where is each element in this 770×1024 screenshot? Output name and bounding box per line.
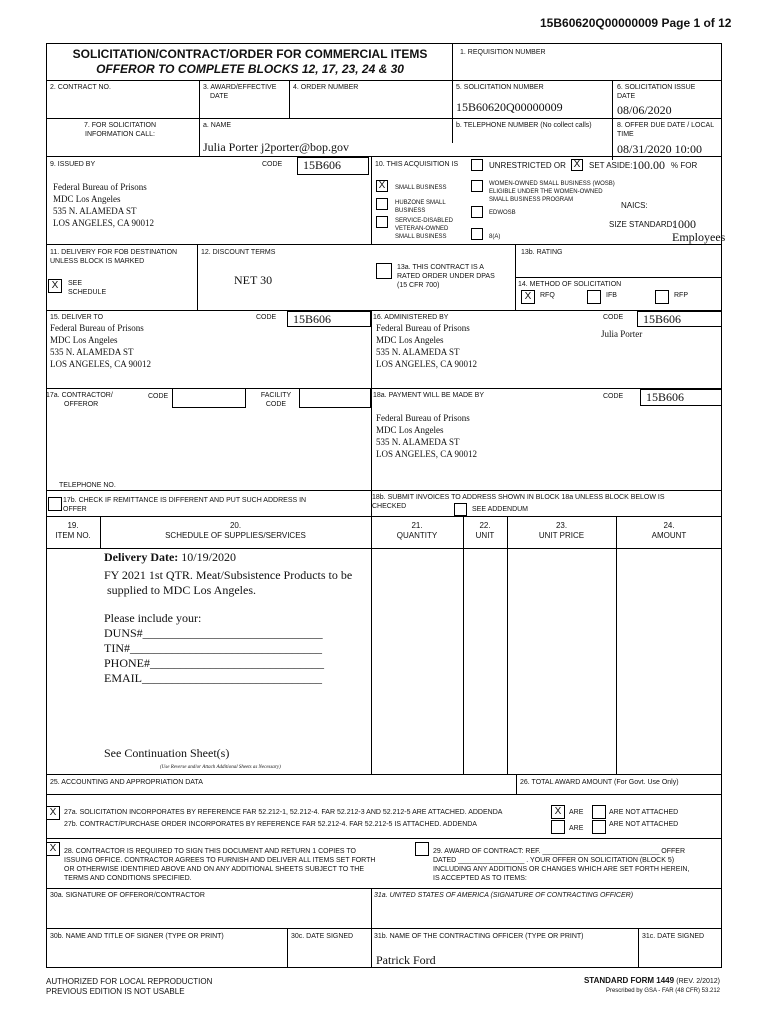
- col24-title: AMOUNT: [651, 531, 687, 540]
- unrestricted-checkbox[interactable]: [471, 159, 483, 171]
- block17b-line1: 17b. CHECK IF REMITTANCE IS DIFFERENT AND PUT SUCH ADDRESS IN: [63, 497, 307, 504]
- block16-contact: Julia Porter: [601, 329, 643, 339]
- block3-label2: DATE: [210, 93, 229, 100]
- hubzone-checkbox[interactable]: [376, 198, 388, 210]
- block8-label1: 8. OFFER DUE DATE / LOCAL: [617, 122, 715, 129]
- duns-line: DUNS#______________________________: [104, 626, 323, 640]
- block9-address-line: MDC Los Angeles: [53, 194, 121, 204]
- block5-value: 15B60620Q00000009: [456, 100, 563, 114]
- block7b-label: b. TELEPHONE NUMBER (No collect calls): [456, 122, 592, 129]
- block31b-label: 31b. NAME OF THE CONTRACTING OFFICER (TYPE OR PRINT): [374, 933, 584, 940]
- wosb-label-line: SMALL BUSINESS PROGRAM: [489, 197, 574, 203]
- addenda-are-not-checkbox[interactable]: [592, 805, 606, 819]
- block18a-address-line: MDC Los Angeles: [376, 425, 444, 435]
- block12-label: 12. DISCOUNT TERMS: [201, 249, 276, 256]
- block15-code: 15B606: [287, 311, 371, 327]
- block18a-code-label: CODE: [603, 393, 624, 400]
- vendor-info-request: [104, 611, 324, 686]
- block6-value: 08/06/2020: [617, 103, 672, 117]
- block15-address-line: 535 N. ALAMEDA ST: [50, 347, 134, 357]
- col-amount-header: [616, 521, 722, 541]
- block17a-code-label: CODE: [148, 393, 169, 400]
- block17b-label: [63, 496, 306, 514]
- page-header: [540, 16, 731, 30]
- eight-a-label: 8(A): [489, 234, 501, 240]
- block28-line: OR OTHERWISE IDENTIFIED ABOVE AND ON ANY ADDITIONAL SHEETS SUBJECT TO THE: [64, 866, 365, 873]
- block10-label: 10. THIS ACQUISITION IS: [375, 161, 459, 168]
- sdvosb-checkbox[interactable]: [376, 216, 388, 228]
- block18a-code: 15B606: [640, 389, 722, 406]
- footer-form-name: STANDARD FORM 1449: [583, 976, 675, 985]
- schedule-description: [104, 568, 352, 598]
- ifb-label: IFB: [606, 292, 617, 299]
- block15-label: 15. DELIVER TO: [50, 314, 104, 321]
- phone-line: PHONE#_____________________________: [104, 656, 325, 670]
- block15-address-line: LOS ANGELES, CA 90012: [50, 359, 152, 369]
- block8-label: [617, 121, 714, 139]
- hubzone-label: [395, 199, 446, 215]
- size-standard-unit: Employees: [672, 230, 726, 244]
- block13a-line: 13a. THIS CONTRACT IS A: [397, 264, 484, 271]
- block11-label2: UNLESS BLOCK IS MARKED: [50, 258, 145, 265]
- col20-number: 20.: [229, 521, 242, 530]
- small-business-checkbox[interactable]: X: [376, 180, 388, 192]
- block15-address-line: Federal Bureau of Prisons: [50, 323, 144, 333]
- set-aside-label: SET ASIDE:: [589, 161, 633, 170]
- block27a-checkbox[interactable]: X: [46, 806, 60, 820]
- wosb-checkbox[interactable]: [471, 180, 483, 192]
- description-line2: supplied to MDC Los Angeles.: [107, 583, 256, 597]
- block1-label: 1. REQUISITION NUMBER: [460, 49, 546, 56]
- block28-line: TERMS AND CONDITIONS SPECIFIED.: [64, 875, 192, 882]
- block29-checkbox[interactable]: [415, 842, 429, 856]
- email-line: EMAIL______________________________: [104, 671, 322, 685]
- block16-code-label: CODE: [603, 314, 624, 321]
- block18a-address-line: LOS ANGELES, CA 90012: [376, 449, 478, 459]
- footer-left: [46, 977, 212, 997]
- block7a-label: a. NAME: [203, 122, 232, 129]
- block6-label2: DATE: [617, 93, 636, 100]
- see-label: SEE: [68, 280, 83, 287]
- block16-address-line: LOS ANGELES, CA 90012: [376, 359, 478, 369]
- block9-address-line: 535 N. ALAMEDA ST: [53, 206, 137, 216]
- rfp-label: RFP: [674, 292, 688, 299]
- block2-label: 2. CONTRACT NO.: [50, 84, 111, 91]
- block29-line: DATED _________________ . YOUR OFFER ON SOLICITATION (BLOCK 5): [433, 857, 675, 864]
- wosb-label-line: WOMEN-OWNED SMALL BUSINESS (WOSB): [489, 181, 615, 187]
- block9-code: 15B606: [297, 157, 369, 175]
- block16-code: 15B606: [637, 311, 722, 327]
- block30b-label: 30b. NAME AND TITLE OF SIGNER (TYPE OR PRINT): [50, 933, 224, 940]
- contractor-signature-field[interactable]: [46, 900, 371, 928]
- size-standard-label: SIZE STANDARD:: [609, 220, 675, 229]
- block29-text: [433, 847, 689, 883]
- col23-title: UNIT PRICE: [538, 531, 585, 540]
- block18a-address-line: Federal Bureau of Prisons: [376, 413, 470, 423]
- block5-label: 5. SOLICITATION NUMBER: [456, 84, 544, 91]
- col-quantity-header: [371, 521, 463, 541]
- edwosb-label: EDWOSB: [489, 210, 516, 216]
- col-unit-header: [463, 521, 507, 541]
- unrestricted-label: UNRESTRICTED OR: [489, 161, 566, 170]
- block27a-label: 27a. SOLICITATION INCORPORATES BY REFERENCE FAR 52.212-1, 52.212-4. FAR 52.212-3 AND 52.212-5 ARE ATTACHED. ADDENDA: [64, 809, 503, 816]
- tin-line: TIN#________________________________: [104, 641, 322, 655]
- block17a-label: [46, 391, 113, 409]
- block16-address-line: MDC Los Angeles: [376, 335, 444, 345]
- block8-label2: TIME: [617, 131, 634, 138]
- telephone-label: TELEPHONE NO.: [59, 482, 116, 489]
- hubzone-label-line: BUSINESS: [395, 208, 426, 214]
- sdvosb-label: [395, 217, 453, 241]
- naics-label: NAICS:: [621, 201, 648, 210]
- small-business-label: SMALL BUSINESS: [395, 185, 447, 191]
- rfq-checkbox[interactable]: X: [521, 290, 535, 304]
- block12-value: NET 30: [234, 273, 273, 287]
- header-page-label: Page 1 of 12: [661, 16, 732, 30]
- remittance-checkbox[interactable]: [48, 497, 62, 511]
- block11-label: [50, 248, 177, 266]
- block13a-line: (15 CFR 700): [397, 282, 440, 289]
- dpas-checkbox[interactable]: [376, 263, 392, 279]
- block6-label: [617, 83, 695, 101]
- block26-label: 26. TOTAL AWARD AMOUNT (For Govt. Use Only): [520, 779, 679, 786]
- block18a-address: [376, 412, 477, 460]
- continuation-sheets: See Continuation Sheet(s): [104, 746, 230, 760]
- block7-label2: INFORMATION CALL:: [85, 131, 155, 138]
- see-schedule-checkbox[interactable]: X: [48, 279, 62, 293]
- officer-signature-field[interactable]: [372, 900, 722, 928]
- block29-line: INCLUDING ANY ADDITIONS OR CHANGES WHICH ARE SET FORTH HEREIN,: [433, 866, 690, 873]
- see-addendum-checkbox[interactable]: [454, 503, 467, 516]
- addenda-are-label: ARE: [569, 809, 584, 816]
- col23-number: 23.: [555, 521, 568, 530]
- block13b-label: 13b. RATING: [521, 249, 563, 256]
- block9-address-line: LOS ANGELES, CA 90012: [53, 218, 155, 228]
- set-aside-percent: 100.00: [632, 158, 665, 172]
- block7a-value: Julia Porter j2porter@bop.gov: [203, 140, 350, 154]
- description-line1: FY 2021 1st QTR. Meat/Subsistence Products to be: [104, 568, 353, 582]
- block7-label: [60, 121, 180, 139]
- form-title-line1: SOLICITATION/CONTRACT/ORDER FOR COMMERCIAL ITEMS: [72, 47, 428, 61]
- set-aside-for-label: % FOR: [671, 161, 698, 170]
- block28-line: 28. CONTRACTOR IS REQUIRED TO SIGN THIS DOCUMENT AND RETURN 1 COPIES TO: [64, 848, 356, 855]
- block29-line: IS ACCEPTED AS TO ITEMS:: [433, 875, 527, 882]
- contract-are-checkbox[interactable]: [551, 820, 565, 834]
- contract-are-not-label: ARE NOT ATTACHED: [609, 821, 679, 828]
- block3-label1: 3. AWARD/EFFECTIVE: [203, 84, 277, 91]
- form-title-line2: OFFEROR TO COMPLETE BLOCKS 12, 17, 23, 24 & 30: [96, 62, 404, 76]
- block31a-text: 31a. UNITED STATES OF AMERICA (SIGNATURE OF CONTRACTING OFFICER): [374, 892, 634, 899]
- block18b-line2: CHECKED: [372, 503, 407, 510]
- block15-address-line: MDC Los Angeles: [50, 335, 118, 345]
- block17a-code-field[interactable]: [172, 388, 246, 408]
- block18b-line1: 18b. SUBMIT INVOICES TO ADDRESS SHOWN IN BLOCK 18a UNLESS BLOCK BELOW IS: [372, 494, 665, 501]
- hubzone-label-line: HUBZONE SMALL: [395, 200, 446, 206]
- block14-label: 14. METHOD OF SOLICITATION: [518, 281, 622, 288]
- block16-address-line: 535 N. ALAMEDA ST: [376, 347, 460, 357]
- facility-code-label: [253, 391, 299, 409]
- col-item-no-header: [46, 521, 100, 541]
- facility-code-sub: CODE: [265, 401, 287, 408]
- wosb-label: [489, 180, 615, 204]
- block15-code-label: CODE: [256, 314, 277, 321]
- block16-address-line: Federal Bureau of Prisons: [376, 323, 470, 333]
- rfq-label: RFQ: [540, 292, 555, 299]
- col21-title: QUANTITY: [396, 531, 438, 540]
- block16-label: 16. ADMINISTERED BY: [373, 314, 449, 321]
- block18a-label: 18a. PAYMENT WILL BE MADE BY: [373, 392, 484, 399]
- schedule-label: SCHEDULE: [68, 289, 107, 296]
- contract-are-label: ARE: [569, 825, 584, 832]
- block29-line: 29. AWARD OF CONTRACT: REF. ______________________________ OFFER: [433, 848, 686, 855]
- contract-are-not-checkbox[interactable]: [592, 820, 606, 834]
- delivery-date-label: Delivery Date:: [104, 550, 179, 564]
- block16-address: [376, 322, 477, 370]
- block28-text: [64, 847, 375, 883]
- col22-number: 22.: [479, 521, 491, 530]
- edwosb-checkbox[interactable]: [471, 206, 483, 218]
- addenda-are-not-label: ARE NOT ATTACHED: [609, 809, 679, 816]
- block6-label1: 6. SOLICITATION ISSUE: [617, 84, 696, 91]
- block9-address-line: Federal Bureau of Prisons: [53, 182, 147, 192]
- block7-label1: 7. FOR SOLICITATION: [83, 122, 157, 129]
- block11-label1: 11. DELIVERY FOR FOB DESTINATION: [50, 249, 178, 256]
- block8-value: 08/31/2020 10:00: [617, 142, 703, 156]
- col22-title: UNIT: [475, 531, 495, 540]
- block31c-label: 31c. DATE SIGNED: [642, 933, 705, 940]
- delivery-date: [104, 550, 236, 565]
- footer-reproduction: AUTHORIZED FOR LOCAL REPRODUCTION: [46, 977, 213, 986]
- block17a-label2: OFFEROR: [64, 401, 99, 408]
- block17b-line2: OFFER: [63, 506, 87, 513]
- delivery-date-value: 10/19/2020: [181, 550, 236, 564]
- block28-line: ISSUING OFFICE. CONTRACTOR AGREES TO FURNISH AND DELIVER ALL ITEMS SET FORTH: [64, 857, 376, 864]
- ifb-checkbox[interactable]: [587, 290, 601, 304]
- addenda-are-checkbox[interactable]: X: [551, 805, 565, 819]
- col19-number: 19.: [67, 521, 79, 530]
- block31a-label: [374, 891, 633, 900]
- block13a-label: [397, 263, 495, 290]
- col19-title: ITEM NO.: [55, 531, 91, 540]
- block25-label: 25. ACCOUNTING AND APPROPRIATION DATA: [50, 779, 203, 786]
- block17a-label1: 17a. CONTRACTOR/: [46, 392, 113, 399]
- header-doc-number: 15B60620Q00000009: [540, 16, 659, 30]
- block9-address: [53, 181, 154, 229]
- block27b-label: 27b. CONTRACT/PURCHASE ORDER INCORPORATES BY REFERENCE FAR 52.212-4. FAR 52.212-5 IS ATTACHED. ADDENDA: [64, 821, 477, 828]
- form-title: [50, 47, 450, 77]
- block13a-line: RATED ORDER UNDER DPAS: [397, 273, 495, 280]
- col24-number: 24.: [663, 521, 675, 530]
- sdvosb-label-line: SMALL BUSINESS: [395, 234, 447, 240]
- block28-checkbox[interactable]: X: [46, 842, 60, 856]
- col21-number: 21.: [411, 521, 423, 530]
- sdvosb-label-line: SERVICE-DISABLED: [395, 218, 453, 224]
- wosb-label-line: ELIGIBLE UNDER THE WOMEN-OWNED: [489, 189, 603, 195]
- block4-label: 4. ORDER NUMBER: [293, 84, 359, 91]
- col20-title: SCHEDULE OF SUPPLIES/SERVICES: [165, 531, 306, 540]
- rfp-checkbox[interactable]: [655, 290, 669, 304]
- eight-a-checkbox[interactable]: [471, 228, 483, 240]
- facility-code-field[interactable]: [299, 388, 371, 408]
- reverse-note: (Use Reverse and/or Attach Additional Sheets as Necessary): [160, 765, 281, 770]
- facility-label: FACILITY: [260, 392, 292, 399]
- col-schedule-header: [100, 521, 371, 541]
- see-schedule-label: [68, 279, 106, 297]
- contracting-officer-name: Patrick Ford: [376, 953, 436, 967]
- size-standard-value: 1000: [672, 217, 696, 231]
- block3-label: [203, 83, 276, 101]
- set-aside-checkbox[interactable]: X: [571, 159, 583, 171]
- block30c-label: 30c. DATE SIGNED: [291, 933, 354, 940]
- block30a-label: 30a. SIGNATURE OF OFFEROR/CONTRACTOR: [50, 892, 205, 899]
- include-line: Please include your:: [104, 611, 202, 625]
- footer-right: [520, 976, 720, 996]
- sdvosb-label-line: VETERAN-OWNED: [395, 226, 449, 232]
- col-unit-price-header: [507, 521, 616, 541]
- footer-form-rev: (REV. 2/2012): [676, 978, 720, 985]
- block18a-address-line: 535 N. ALAMEDA ST: [376, 437, 460, 447]
- block9-code-label: CODE: [262, 161, 283, 168]
- see-addendum-label: SEE ADDENDUM: [472, 506, 529, 513]
- block15-address: [50, 322, 151, 370]
- block9-label: 9. ISSUED BY: [50, 161, 96, 168]
- footer-prescribed: Prescribed by GSA - FAR (48 CFR) 53.212: [605, 988, 720, 994]
- footer-previous-edition: PREVIOUS EDITION IS NOT USABLE: [46, 987, 185, 996]
